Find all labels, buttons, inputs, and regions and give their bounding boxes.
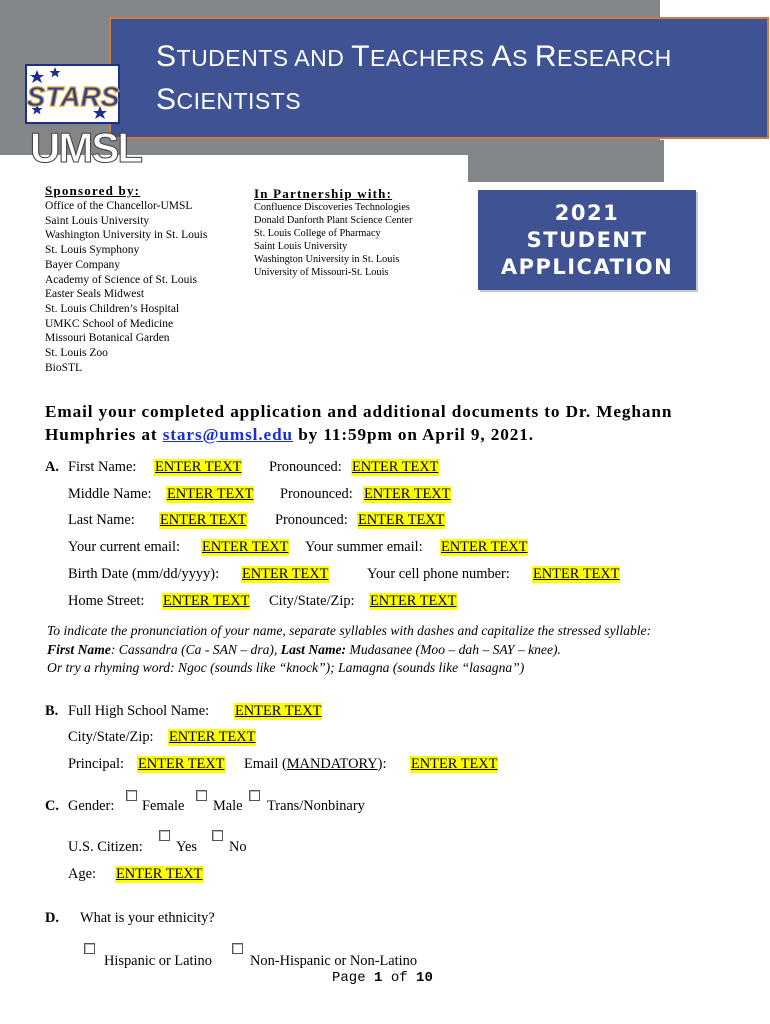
school-city-field[interactable]: ENTER TEXT — [169, 729, 256, 745]
principal-email-label: Email (MANDATORY): — [244, 756, 387, 772]
middle-pronounced-field[interactable]: ENTER TEXT — [364, 486, 451, 502]
birth-date-label: Birth Date (mm/dd/yyyy): — [68, 566, 220, 582]
principal-email-field[interactable]: ENTER TEXT — [411, 756, 498, 772]
trans-nonbinary-label: Trans/Nonbinary — [267, 798, 365, 814]
current-email-label: Your current email: — [68, 539, 181, 555]
page-number: Page 1 of 10 — [332, 970, 433, 986]
section-c-letter: C. — [45, 798, 59, 814]
summer-email-label: Your summer email: — [305, 539, 423, 555]
ethnicity-row — [0, 943, 770, 973]
section-d-letter: D. — [45, 910, 59, 926]
age-row — [0, 866, 770, 886]
trans-nonbinary-checkbox[interactable] — [249, 790, 260, 801]
middle-pronounced-label: Pronounced: — [280, 486, 353, 502]
last-name-row — [0, 512, 770, 532]
first-name-label: First Name: — [68, 459, 137, 475]
ethnicity-question: What is your ethnicity? — [80, 910, 215, 926]
hispanic-label: Hispanic or Latino — [104, 953, 212, 969]
email-row — [0, 539, 770, 559]
page-title — [156, 36, 716, 122]
citizen-label: U.S. Citizen: — [68, 839, 143, 855]
sponsors-list — [45, 199, 250, 375]
hispanic-checkbox[interactable] — [84, 943, 95, 954]
sponsors-heading: Sponsored by: — [45, 183, 141, 198]
title-line-2: SCIENTISTS — [156, 83, 302, 116]
first-pronounced-label: Pronounced: — [269, 459, 342, 475]
app-box-year: 2021 — [554, 200, 620, 225]
current-email-field[interactable]: ENTER TEXT — [202, 539, 289, 555]
title-line-1: STUDENTS AND TEACHERS AS RESEARCH — [156, 40, 672, 73]
stars-logo-text: STARS — [26, 81, 120, 112]
summer-email-field[interactable]: ENTER TEXT — [441, 539, 528, 555]
list-item: Washington University in St. Louis — [45, 229, 208, 242]
school-city-row — [0, 729, 770, 749]
submission-instructions: Email your completed application and additional documents to Dr. Meghann Humphries at stars@umsl.edu by 11:59pm on April 9, 2021. — [45, 402, 673, 444]
list-item: Missouri Botanical Garden — [45, 332, 170, 345]
contact-email-link[interactable]: stars@umsl.edu — [162, 424, 293, 444]
citizen-no-label: No — [229, 839, 247, 855]
middle-name-row — [0, 486, 770, 506]
last-name-label: Last Name: — [68, 512, 135, 528]
section-a-letter: A. — [45, 459, 59, 475]
first-name-field[interactable]: ENTER TEXT — [155, 459, 242, 475]
school-name-field[interactable]: ENTER TEXT — [235, 703, 322, 719]
list-item: Confluence Discoveries Technologies — [254, 202, 410, 213]
first-pronounced-field[interactable]: ENTER TEXT — [352, 459, 439, 475]
birth-phone-row — [0, 566, 770, 586]
age-label: Age: — [68, 866, 96, 882]
app-box-student: STUDENT — [526, 227, 648, 252]
non-hispanic-label: Non-Hispanic or Non-Latino — [250, 953, 418, 969]
principal-row — [0, 756, 770, 776]
header-gray-tab — [468, 140, 664, 182]
list-item: UMKC School of Medicine — [45, 317, 174, 330]
female-checkbox[interactable] — [126, 790, 137, 801]
pronunciation-note: To indicate the pronunciation of your name, separate syllables with dashes and capitalize the stressed syllable: First Name: Cassandra (Ca - SAN – dra), Last Name: Mudasanee (Moo – dah – SAY – knee). Or try a rhyming word: Ngoc (sounds like “knock”); Lamagna (sounds like “lasagna”) — [47, 623, 652, 676]
citizen-no-checkbox[interactable] — [212, 830, 223, 841]
principal-field[interactable]: ENTER TEXT — [138, 756, 225, 772]
application-year-box — [478, 190, 696, 290]
cell-phone-label: Your cell phone number: — [367, 566, 510, 582]
school-city-label: City/State/Zip: — [68, 729, 154, 745]
male-label: Male — [213, 798, 243, 814]
sponsors-column — [45, 183, 250, 375]
male-checkbox[interactable] — [196, 790, 207, 801]
citizen-yes-checkbox[interactable] — [159, 830, 170, 841]
last-pronounced-label: Pronounced: — [275, 512, 348, 528]
school-name-label: Full High School Name: — [68, 703, 210, 719]
list-item: Easter Seals Midwest — [45, 288, 145, 301]
list-item: St. Louis Children’s Hospital — [45, 302, 180, 315]
section-b-letter: B. — [45, 703, 59, 719]
middle-name-label: Middle Name: — [68, 486, 152, 502]
citizen-yes-label: Yes — [176, 839, 197, 855]
non-hispanic-checkbox[interactable] — [232, 943, 243, 954]
list-item: Bayer Company — [45, 258, 121, 271]
first-name-row — [0, 459, 770, 479]
home-city-label: City/State/Zip: — [269, 593, 355, 609]
list-item: Washington University in St. Louis — [254, 253, 400, 265]
list-item: St. Louis College of Pharmacy — [254, 227, 381, 239]
home-street-field[interactable]: ENTER TEXT — [163, 593, 250, 609]
gender-row — [0, 790, 770, 820]
partners-list — [254, 202, 454, 279]
list-item: Saint Louis University — [45, 214, 150, 227]
partners-column — [254, 186, 454, 279]
list-item: Academy of Science of St. Louis — [45, 273, 198, 286]
age-field[interactable]: ENTER TEXT — [116, 866, 203, 882]
birth-date-field[interactable]: ENTER TEXT — [242, 566, 329, 582]
principal-label: Principal: — [68, 756, 124, 772]
home-street-label: Home Street: — [68, 593, 145, 609]
list-item: St. Louis Symphony — [45, 244, 140, 257]
gender-label: Gender: — [68, 798, 115, 814]
app-box-application: APPLICATION — [500, 254, 674, 279]
stars-logo — [25, 64, 120, 124]
last-name-field[interactable]: ENTER TEXT — [160, 512, 247, 528]
middle-name-field[interactable]: ENTER TEXT — [167, 486, 254, 502]
partners-heading: In Partnership with: — [254, 186, 393, 201]
last-pronounced-field[interactable]: ENTER TEXT — [358, 512, 445, 528]
female-label: Female — [142, 798, 185, 814]
cell-phone-field[interactable]: ENTER TEXT — [533, 566, 620, 582]
list-item: Office of the Chancellor-UMSL — [45, 200, 193, 212]
umsl-logo: UMSL — [30, 124, 141, 171]
list-item: St. Louis Zoo — [45, 347, 108, 360]
list-item: Donald Danforth Plant Science Center — [254, 214, 413, 226]
address-row — [0, 593, 770, 613]
list-item: Saint Louis University — [254, 240, 348, 252]
list-item: BioSTL — [45, 361, 83, 374]
list-item: University of Missouri-St. Louis — [254, 266, 389, 278]
school-name-row — [0, 703, 770, 723]
home-city-field[interactable]: ENTER TEXT — [370, 593, 457, 609]
citizen-row — [0, 830, 770, 860]
